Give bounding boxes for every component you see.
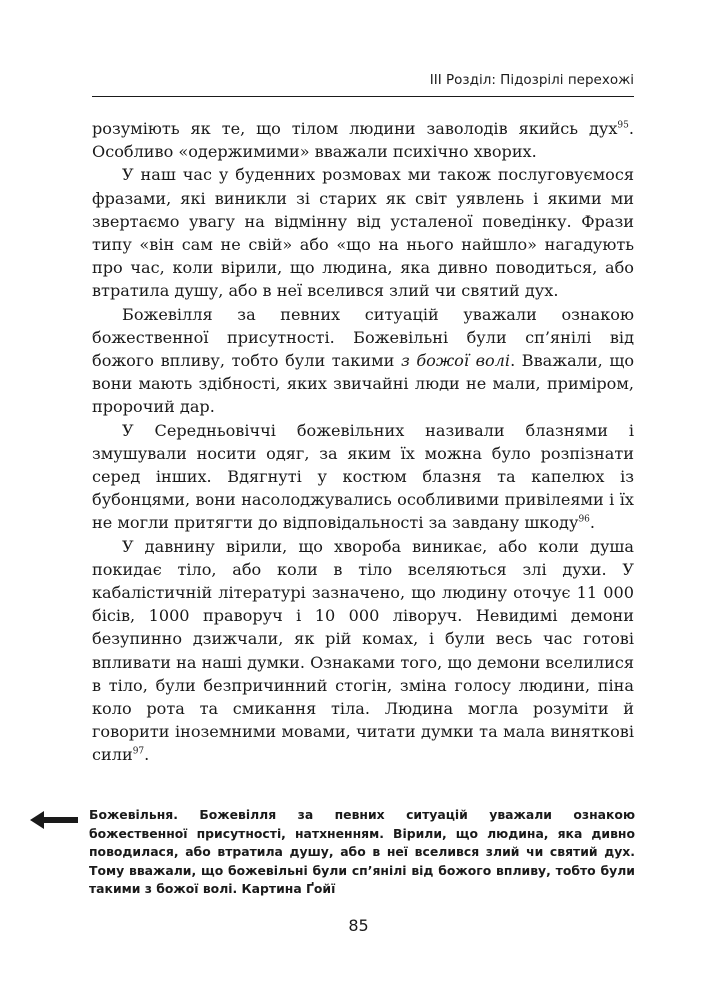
paragraph-3	[92, 303, 634, 419]
running-header: III Розділ: Підозрілі перехожі	[429, 72, 634, 88]
paragraph-2: У наш час у буденних розмовах ми також послуговуємося фразами, які виникли зі старих як світ уявлень і якими ми звертаємо увагу на відмінну від усталеної поведінку. Фрази типу «він сам не свій» або «що на нього найшло» нагадують про час, коли вірили, що людина, яка дивно поводиться, або втратила душу, або в неї вселився злий чи святий дух.	[92, 165, 634, 301]
paragraph-3-text-start: Божевілля за певних ситуацій уважали ознакою божественної присутності. Божевільні були сп’янілі від божого впливу, тобто були такими	[92, 304, 634, 371]
paragraph-3-italic: з божої волі	[400, 351, 511, 371]
paragraph-5-end: .	[144, 745, 150, 765]
paragraph-1-text: розуміють як те, що тілом людини заволодів якийсь дух	[92, 119, 618, 138]
paragraph-4-text: У Середньовіччі божевільних називали блазнями і змушували носити одяг, за яким їх можна було розпізнати серед інших. Вдягнуті у костюм блазня та капелюх із бубонцями, вони насолоджувались особливими привілеями і їх не могли притягти до відповідальності за завдану шкоду	[92, 420, 634, 533]
paragraph-4-end: .	[589, 513, 596, 533]
footnote-ref-95: 95	[617, 120, 629, 131]
body-text	[92, 117, 634, 767]
paragraph-5	[92, 535, 634, 767]
page-number: 85	[348, 916, 369, 935]
image-caption: Божевільня. Божевілля за певних ситуацій уважали ознакою божественної присутності, натхненням. Вірили, що людина, яка дивно поводилася, або втратила душу, або в неї вселився злий чи святий дух. Тому вважали, що божевільні були сп’янілі від божого впливу, тобто були такими з божої волі. Картина Ґойї	[89, 807, 635, 897]
left-arrow-icon	[30, 811, 78, 829]
paragraph-1-text-end: . Особливо «одержимими» вважали психічно хворих.	[92, 119, 634, 162]
footnote-ref-96: 96	[578, 515, 590, 526]
footnote-ref-97: 97	[132, 747, 145, 758]
paragraph-4	[92, 419, 634, 535]
paragraph-1	[92, 117, 634, 163]
header-rule	[92, 96, 634, 97]
paragraph-5-text: У давнину вірили, що хвороба виникає, або коли душа покидає тіло, або коли в тіло вселяються злі духи. У кабалістичній літературі зазначено, що людину оточує 11 000 бісів, 1000 праворуч і 10 000 ліворуч. Невидимі демони безупинно дзижчали, як рій комах, і були весь час готові впливати на наші думки. Ознаками того, що демони вселилися в тіло, були безпричинний стогін, зміна голосу людини, піна коло рота та смикання тіла. Людина могла розуміти й говорити іноземними мовами, читати думки та мала виняткові сили	[92, 536, 634, 765]
paragraph-3-text-end: . Вважали, що вони мають здібності, яких звичайні люди не мали, приміром, пророчий дар.	[92, 351, 635, 417]
